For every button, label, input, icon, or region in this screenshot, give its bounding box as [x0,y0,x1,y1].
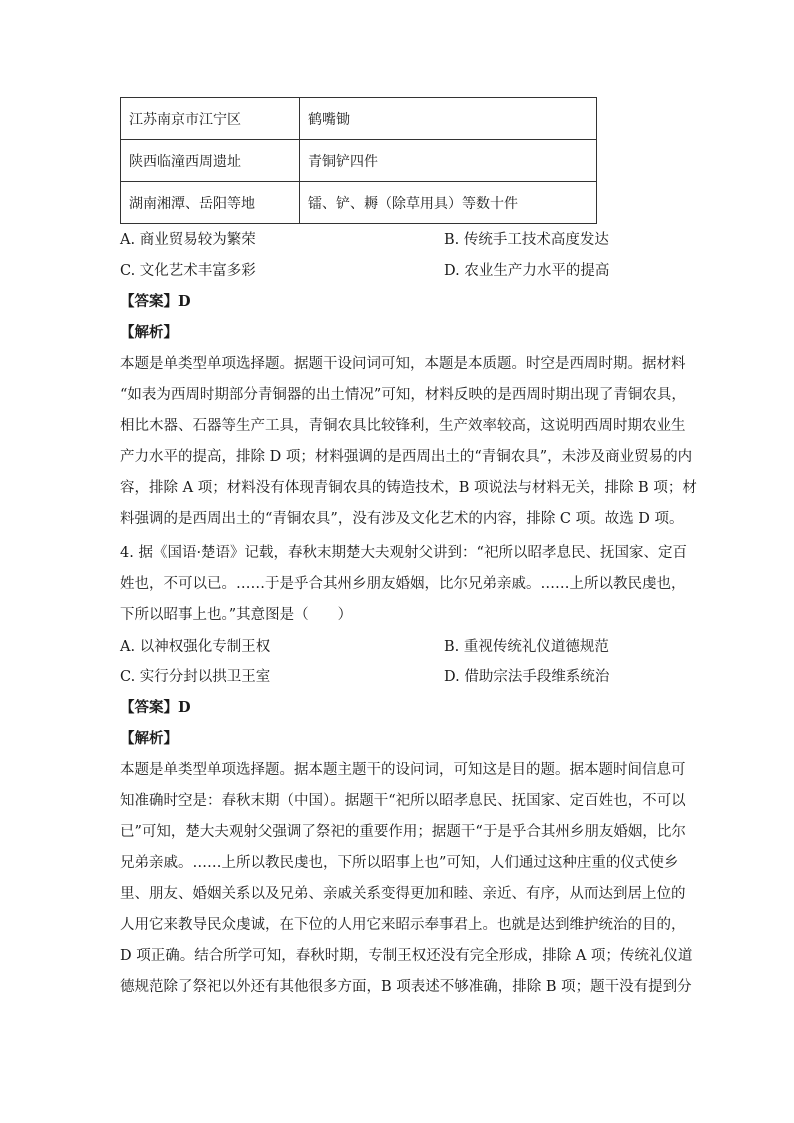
q3-analysis-line: “如表为西周时期部分青铜器的出土情况”可知，材料反映的是西周时期出现了青铜农具， [120,387,686,403]
q3-analysis-line: 相比木器、石器等生产工具，青铜农具比较锋利，生产效率较高，这说明西周时期农业生 [120,418,686,434]
q4-analysis-line: 已”可知，楚大夫观射父强调了祭祀的重要作用；据题干“于是乎合其州乡朋友婚姻，比尔 [120,824,686,840]
q4-analysis-line: 德规范除了祭祀以外还有其他很多方面，B 项表述不够准确，排除 B 项；题干没有提到分 [120,979,692,995]
q4-option-d: D. 借助宗法手段维系统治 [444,669,610,685]
table-cell-location: 江苏南京市江宁区 [121,98,300,140]
q4-option-b: B. 重视传统礼仪道德规范 [444,639,609,655]
table-cell-location: 陕西临潼西周遗址 [121,140,300,182]
q4-analysis-line: 本题是单类型单项选择题。据本题主题干的设问词，可知这是目的题。据本题时间信息可 [120,762,686,778]
q3-option-b: B. 传统手工技术高度发达 [444,232,609,248]
q3-option-a: A. 商业贸易较为繁荣 [120,232,256,248]
q4-stem-line: 下所以昭事上也。”其意图是（ ） [120,607,353,623]
table-row [121,98,597,140]
q3-answer: 【答案】D [120,293,191,310]
q3-analysis-label: 【解析】 [120,324,178,341]
q4-answer: 【答案】D [120,699,191,716]
q3-analysis-line: 产力水平的提高，排除 D 项；材料强调的是西周出土的“青铜农具”，未涉及商业贸易的内 [120,449,693,465]
q4-analysis-label: 【解析】 [120,730,178,747]
q4-stem-line: 姓也，不可以已。……于是乎合其州乡朋友婚姻，比尔兄弟亲戚。……上所以教民虔也， [120,576,686,592]
table-cell-items: 鹤嘴锄 [300,98,597,140]
q4-stem-line: 4. 据《国语·楚语》记载，春秋末期楚大夫观射父讲到：“祀所以昭孝息民、抚国家、定百 [120,545,687,561]
q3-analysis-line: 料强调的是西周出土的“青铜农具”，没有涉及文化艺术的内容，排除 C 项。故选 D 项。 [120,511,684,527]
q4-analysis-line: 兄弟亲戚。……上所以教民虔也，下所以昭事上也”可知，人们通过这种庄重的仪式使乡 [120,855,679,871]
table-cell-location: 湖南湘潭、岳阳等地 [121,182,300,224]
q4-option-a: A. 以神权强化专制王权 [120,639,271,655]
q4-analysis-line: D 项正确。结合所学可知，春秋时期，专制王权还没有完全形成，排除 A 项；传统礼仪道 [120,948,693,964]
table-cell-items: 青铜铲四件 [300,140,597,182]
q4-analysis-line: 里、朋友、婚姻关系以及兄弟、亲戚关系变得更加和睦、亲近、有序，从而达到居上位的 [120,886,686,902]
q4-analysis-line: 人用它来教导民众虔诚，在下位的人用它来昭示奉事君上。也就是达到维护统治的目的， [120,917,686,933]
table-row [121,140,597,182]
q3-analysis-line: 容，排除 A 项；材料没有体现青铜农具的铸造技术，B 项说法与材料无关，排除 B 项；材 [120,480,697,496]
artifact-table [120,97,597,224]
q4-option-c: C. 实行分封以拱卫王室 [120,669,271,685]
table-row [121,182,597,224]
table-cell-items: 镭、铲、耨（除草用具）等数十件 [300,182,597,224]
q3-analysis-line: 本题是单类型单项选择题。据题干设问词可知，本题是本质题。时空是西周时期。据材料 [120,356,686,372]
q4-analysis-line: 知准确时空是：春秋末期（中国）。据题干“祀所以昭孝息民、抚国家、定百姓也，不可以 [120,793,686,809]
q3-option-c: C. 文化艺术丰富多彩 [120,263,256,279]
q3-option-d: D. 农业生产力水平的提高 [444,263,610,279]
